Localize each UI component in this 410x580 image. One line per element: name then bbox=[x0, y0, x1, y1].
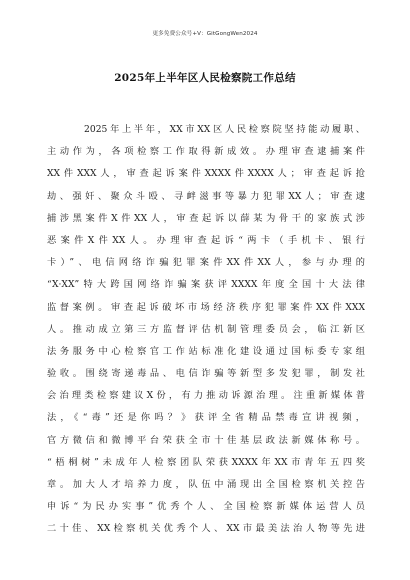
body-line: 章。加大人才培养力度，队伍中涌现出全国检察机关控告 bbox=[47, 479, 365, 490]
body-line: 恶案件X件XX人。办理审查起诉“两卡（手机卡、银行 bbox=[47, 234, 365, 246]
body-line: 会治理类检察建议X份，有力推动诉源治理。注重新媒体普 bbox=[47, 390, 365, 402]
body-line: “X·XX”特大跨国网络诈骗案获评XXXX年度全国十大法律 bbox=[47, 279, 365, 291]
body-line: 主动作为，各项检察工作取得新成效。办理审查逮捕案件 bbox=[47, 146, 365, 158]
body-line: 申诉“为民办实事”优秀个人、全国检察新媒体运营人员 bbox=[47, 501, 365, 513]
header-note: 更多免费公众号+V：GitGongWen2024 bbox=[152, 31, 258, 37]
body-line: 验收。围绕寄递毒品、电信诈骗等新型多发犯罪，制发社 bbox=[47, 368, 365, 380]
body-line: 捕涉黑案件X件XX人，审查起诉以薛某为骨干的家族式涉 bbox=[47, 212, 365, 224]
body-line: 劫、强奸、聚众斗殴、寻衅滋事等暴力犯罪XX人；审查逮 bbox=[47, 190, 365, 202]
body-line: “梧桐树”未成年人检察团队荣获XXXX年XX市青年五四奖 bbox=[47, 456, 365, 468]
body-line: 法，《“毒”还是你吗？》获评全省精品禁毒宣讲视频， bbox=[47, 412, 365, 424]
body-line: 2025年上半年，XX市XX区人民检察院坚持能动履职、 bbox=[84, 124, 365, 135]
body-line: 卡）”、电信网络诈骗犯罪案件XX件XX人，参与办理的 bbox=[47, 257, 365, 269]
document-title: 2025年上半年区人民检察院工作总结 bbox=[114, 72, 296, 84]
body-line: 二十佳、XX检察机关优秀个人、XX市最美法治人物等先进 bbox=[47, 523, 365, 535]
body-line: XX件XXX人，审查起诉案件XXXX件XXXX人；审查起诉抢 bbox=[47, 168, 365, 180]
body-line: 人。推动成立第三方监督评估机制管理委员会，临江新区 bbox=[47, 323, 365, 335]
document-body bbox=[47, 119, 365, 541]
body-line: 官方微信和微博平台荣获全市十佳基层政法新媒体称号。 bbox=[47, 434, 365, 446]
body-line: 监督案例。审查起诉破坏市场经济秩序犯罪案件XX件XXX bbox=[47, 301, 365, 313]
body-line: 法务服务中心检察官工作站标准化建设通过国标委专家组 bbox=[47, 345, 365, 357]
